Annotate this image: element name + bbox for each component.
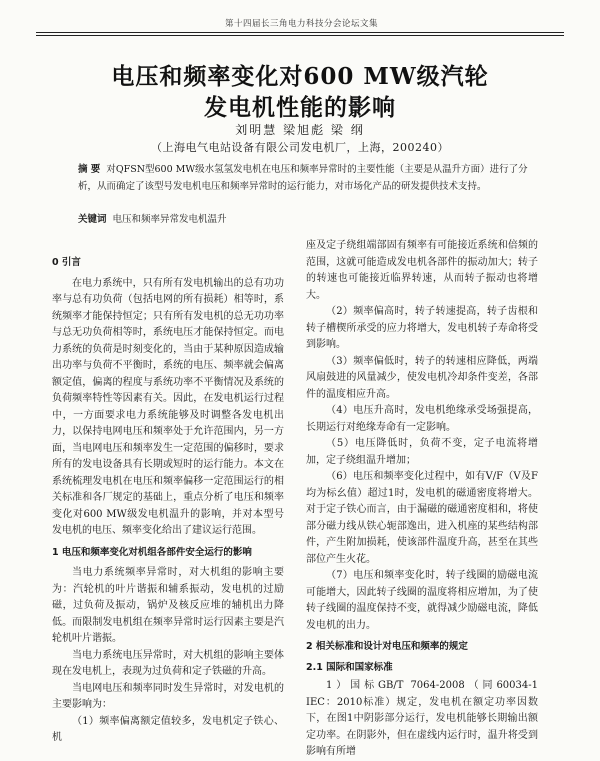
- item-3: （3）频率偏低时，转子的转速相应降低，两端风扇鼓进的风量减少，使发电机冷却条件变差，各部件的温度相应升高。: [306, 355, 538, 400]
- section-1-paragraph-2: 当电力系统电压异常时，对大机组的影响主要体现在发电机上，表现为过负荷和定子铁磁的升高。: [52, 649, 284, 677]
- item-5: （5）电压降低时，负荷不变，定子电流将增加，定子绕组温升增加；: [306, 438, 538, 466]
- abstract-text: 对QFSN型600 MW级水氢氢发电机在电压和频率异常时的主要性能（主要是从温升方面）进行了分析，从而确定了该型号发电机电压和频率异常时的运行能力，对市场化产品的研发提供技术支持。: [78, 164, 528, 192]
- section-1-heading: 1 电压和频率变化对机组各部件安全运行的影响: [52, 546, 252, 558]
- keywords: [78, 211, 528, 225]
- keywords-label: 关键词: [78, 214, 107, 225]
- item-6: （6）电压和频率变化过程中，如有V/F（V及F均为标幺值）超过1时，发电机的磁通密度将增大。对于定子铁心而言，由于漏磁的磁通密度相和，将使部分磁力线从铁心轭部逸出，进入机座的某些结构部件，产生附加损耗，使该部件温度升高，甚至在其些部位产生火花。: [306, 471, 538, 565]
- running-header-title: 第十四届长三角电力科技分会论坛文集: [225, 19, 379, 29]
- item-4: （4）电压升高时，发电机绝缘承受场强提高，长期运行对绝缘寿命有一定影响。: [306, 405, 538, 433]
- authors: 刘明慧 梁旭彪 梁 纲: [235, 123, 365, 137]
- section-1-paragraph-3: 当电网电压和频率同时发生异常时，对发电机的主要影响为：: [52, 682, 284, 710]
- running-header: [0, 4, 600, 38]
- item-7: （7）电压和频率变化时，转子线圈的励磁电流可能增大，因此转子线圈的温度将相应增加，为了使转子线圈的温度保持不变，就得减少励磁电流，降低发电机的出力。: [306, 570, 538, 631]
- paper-title-line-2: 发电机性能的影响: [204, 94, 396, 121]
- section-0-heading: 0 引言: [52, 257, 81, 268]
- paper-title-line-1: 电压和频率变化对600 MW级汽轮: [111, 63, 489, 90]
- section-1-item-1-start: （1）频率偏离额定值较多，发电机定子铁心、机: [52, 715, 284, 743]
- header-rule-thick: [36, 32, 564, 33]
- section-1-paragraph-1: 当电力系统频率异常时，对大机组的影响主要为：汽轮机的叶片谐振和辅系振动，发电机的过励磁，过负荷及振动，锅炉及核反应堆的辅机出力降低。而限制发电机组在频率异常时运行因素主要是汽轮机叶片谐振。: [52, 567, 284, 644]
- header-rule-thin: [36, 35, 564, 36]
- affiliation: （上海电气电站设备有限公司发电机厂，上海，200240）: [151, 141, 449, 154]
- subsection-2-1-heading: 2.1 国际和国家标准: [306, 661, 393, 673]
- abstract-label: 摘 要: [78, 164, 101, 175]
- item-1-continuation: 座及定子绕组端部固有频率有可能接近系统和倍频的范围，这就可能造成发电机各部件的振动加大；转子的转速也可能接近临界转速，从而转子振动也将增大。: [306, 240, 538, 301]
- left-column: [52, 250, 284, 747]
- item-2: （2）频率偏高时，转子转速提高，转子齿根和转子槽楔所承受的应力将增大，发电机转子寿命将受到影响。: [306, 306, 538, 350]
- section-2-heading: 2 相关标准和设计对电压和频率的规定: [306, 641, 468, 652]
- intro-paragraph: 在电力系统中，只有所有发电机输出的总有功功率与总有功负荷（包括电网的所有损耗）相等时，系统频率才能保持恒定；只有所有发电机的总无功功率与总无功负荷相等时，系统电压才能保持恒定。而电力系统的负荷是时刻变化的，当由于某种原因造成输出功率与负荷不平衡时，系统的电压、频率就会偏离额定值，偏离的程度与系统功率不平衡情况及系统的负荷频率特性等因素有关。因此，在发电机运行过程中，一方面要求电力系统能够及时调整各发电机出力，以保持电网电压和频率处于允许范围内，另一方面，当电网电压和频率发生一定范围的偏移时，要求所有的发电设备具有长期或短时的运行能力。本文在系统梳理发电机在电压和频率偏移一定范围运行的相关标准和各厂规定的基础上，重点分析了电压和频率变化对600 MW级发电机温升的影响，并对本型号发电机的电压、频率变化给出了建议运行范围。: [52, 277, 284, 536]
- section-2-1-paragraph: 1）国标GB/T 7064-2008（同60034-1 IEC：2010标准）规定，发电机在额定功率因数下，在图1中阴影部分运行，发电机能够长期输出额定功率。在阴影外，但在虚线内运行时，温升将受到影响有所增: [306, 680, 538, 757]
- right-column: [306, 238, 538, 761]
- keywords-text: 电压和频率异常发电机温升: [112, 214, 227, 225]
- abstract: [78, 161, 528, 195]
